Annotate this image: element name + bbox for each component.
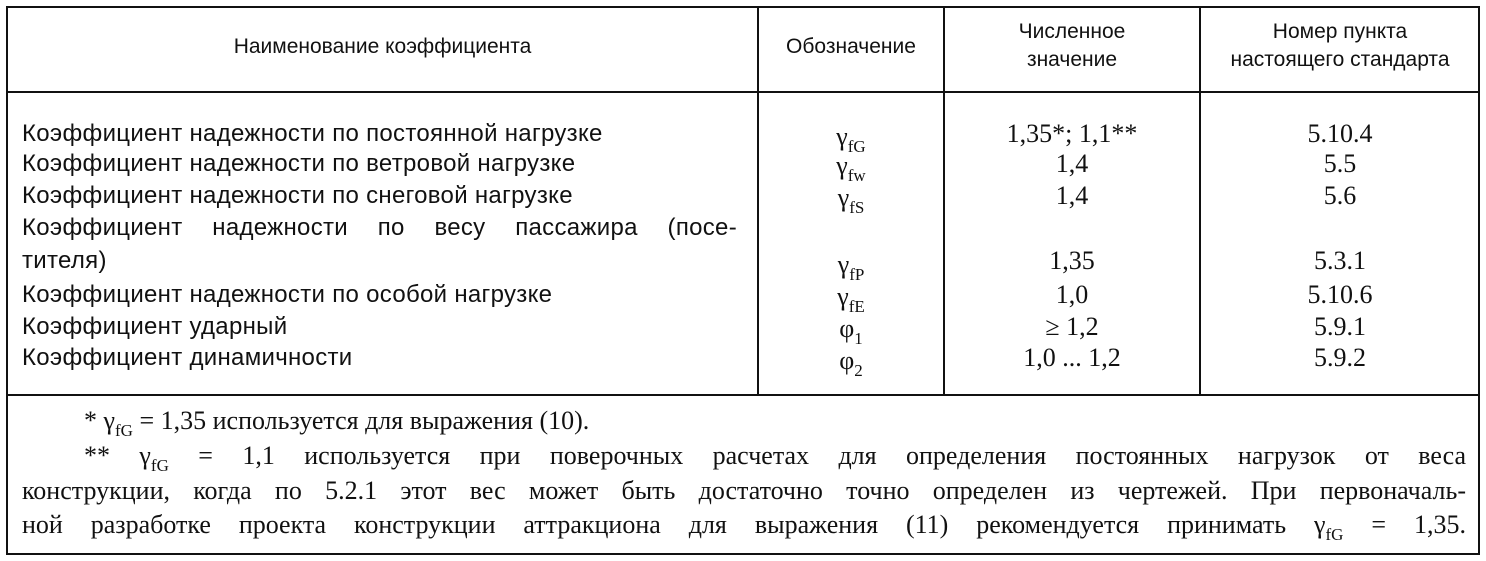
coefficient-value: 1,4 (1055, 149, 1089, 178)
header-value-line2: значение (1026, 48, 1118, 71)
coefficient-name: Коэффициент надежности по особой нагрузке (22, 281, 553, 308)
coefficient-value: 1,0 (1055, 280, 1089, 309)
coefficient-name: Коэффициент надежности по ветровой нагрузке (22, 150, 576, 177)
footnote-2-continuation: конструкции, когда по 5.2.1 этот вес может быть достаточно точно определен из чертежей. При первоначаль- (22, 476, 1466, 505)
standard-clause: 5.5 (1323, 149, 1357, 178)
header-ref-line1: Номер пункта (1272, 20, 1408, 43)
header-divider (6, 91, 1480, 93)
header-ref-line2: настоящего стандарта (1230, 48, 1450, 71)
standard-clause: 5.10.4 (1307, 119, 1373, 148)
standard-clause: 5.3.1 (1314, 246, 1366, 275)
coefficient-value: ≥ 1,2 (1045, 312, 1099, 341)
coefficient-symbol: $\gamma_{fG}$ (836, 122, 866, 156)
footnote-1: * $\gamma_{fG} = 1,35$ используется для выражения (10). (84, 406, 590, 440)
coefficient-name-continuation: тителя) (22, 247, 107, 274)
notes-divider (6, 394, 1480, 396)
header-coefficient-name: Наименование коэффициента (233, 35, 532, 58)
coefficient-symbol: $\gamma_{fE}$ (837, 282, 865, 316)
coefficient-symbol: $\varphi_2$ (839, 346, 863, 380)
header-value-line1: Численное (1018, 20, 1126, 43)
coefficient-value: 1,4 (1055, 181, 1089, 210)
coefficient-name: Коэффициент надежности по весу пассажира (посе- (22, 214, 737, 241)
standard-clause: 5.9.2 (1314, 343, 1366, 372)
coefficient-name: Коэффициент надежности по снеговой нагрузке (22, 182, 573, 209)
footnote-2: ** $\gamma_{fG} = 1,1$ используется при поверочных расчетах для определения постоянных нагрузок от веса (84, 441, 1466, 475)
standard-clause: 5.9.1 (1314, 312, 1366, 341)
coefficient-symbol: $\varphi_1$ (839, 314, 863, 348)
coefficient-name: Коэффициент динамичности (22, 344, 353, 371)
coefficient-symbol: $\gamma_{fP}$ (837, 250, 865, 284)
header-standard-clause (1201, 18, 1479, 74)
standard-clause: 5.6 (1323, 181, 1357, 210)
coefficient-symbol: $\gamma_{fS}$ (837, 183, 865, 217)
standard-clause: 5.10.6 (1307, 280, 1373, 309)
coefficient-value: 1,0 ... 1,2 (1023, 343, 1121, 372)
coefficient-value: 1,35 (1049, 246, 1095, 275)
header-value (945, 18, 1199, 74)
coefficient-value: 1,35*; 1,1** (1006, 119, 1138, 148)
header-symbol: Обозначение (786, 35, 916, 58)
coefficient-name: Коэффициент ударный (22, 313, 288, 340)
coefficient-symbol: $\gamma_{fw}$ (836, 151, 866, 185)
footnote-2-continuation: ной разработке проекта конструкции аттракциона для выражения (11) рекомендуется принимать $\gamma_{fG} = 1,35$. (22, 510, 1466, 544)
coefficient-name: Коэффициент надежности по постоянной нагрузке (22, 120, 603, 147)
